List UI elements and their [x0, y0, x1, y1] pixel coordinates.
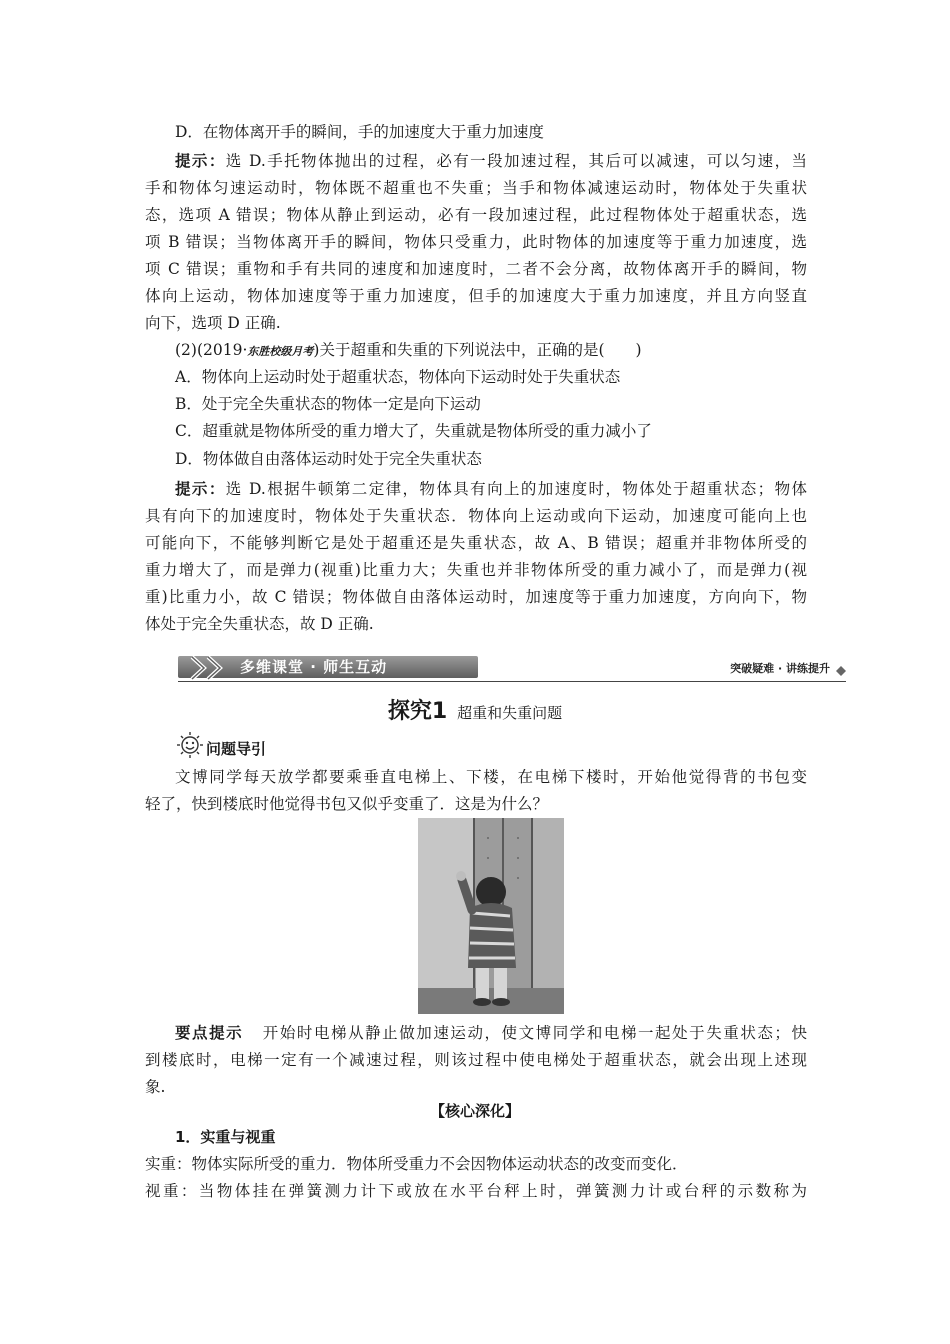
core-heading: 【核心深化】 — [429, 1102, 520, 1120]
q1-hint-line: 态，选项 A 错误；物体从静止到运动，必有一段加速过程，此过程物体处于超重状态，选 — [145, 206, 807, 224]
q1-hint-line: 向下，选项 D 正确. — [145, 314, 281, 332]
elevator-child-photo — [418, 818, 564, 1014]
q1-hint-line: 项 C 错误；重物和手有共同的速度和加速度时，二者不会分离，故物体离开手的瞬间，物 — [145, 260, 807, 278]
banner-rule — [178, 681, 846, 682]
q2-option-b: B．处于完全失重状态的物体一定是向下运动 — [175, 395, 481, 413]
q2-hint-line: 体处于完全失重状态，故 D 正确. — [145, 615, 374, 633]
explore-heading — [0, 694, 950, 725]
q2-hint-line: 具有向下的加速度时，物体处于失重状态．物体向上运动或向下运动，加速度可能向上也 — [145, 507, 807, 525]
key-point-line: 象. — [145, 1078, 166, 1096]
apparent-weight-text: 视重：当物体挂在弹簧测力计下或放在水平台秤上时，弹簧测力计或台秤的示数称为 — [145, 1182, 807, 1200]
q1-option-d: D．在物体离开手的瞬间，手的加速度大于重力加速度 — [175, 123, 544, 141]
key-point-line: 到楼底时，电梯一定有一个减速过程，则该过程中使电梯处于超重状态，就会出现上述现 — [145, 1051, 807, 1069]
real-weight-text: 实重：物体实际所受的重力．物体所受重力不会因物体运动状态的改变而变化． — [145, 1155, 688, 1173]
explore-title: 超重和失重问题 — [457, 704, 563, 722]
smiley-sun-icon — [176, 731, 204, 759]
q2-hint-line: 重力增大了，而是弹力(视重)比重力大；失重也并非物体所受的重力减小了，而是弹力(视 — [145, 561, 807, 579]
guide-line: 文博同学每天放学都要乘垂直电梯上、下楼，在电梯下楼时，开始他觉得背的书包变 — [175, 768, 807, 786]
hint-label: 提示： — [175, 480, 226, 498]
explore-number: 探究1 — [387, 699, 448, 724]
banner-title: 多维课堂 · 师生互动 — [240, 658, 388, 676]
q1-hint-line: 提示：选 D.手托物体抛出的过程，必有一段加速过程，其后可以减速，可以匀速，当 — [175, 152, 807, 170]
q2-option-c: C．超重就是物体所受的重力增大了，失重就是物体所受的重力减小了 — [175, 422, 652, 440]
q1-hint-line: 项 B 错误；当物体离开手的瞬间，物体只受重力，此时物体的加速度等于重力加速度，选 — [145, 233, 807, 251]
key-point-line: 要点提示 开始时电梯从静止做加速运动，使文博同学和电梯一起处于失重状态；快 — [175, 1024, 807, 1042]
q2-hint-line: 重)比重力小，故 C 错误；物体做自由落体运动时，加速度等于重力加速度，方向向下，物 — [145, 588, 807, 606]
q2-option-a: A．物体向上运动时处于超重状态，物体向下运动时处于失重状态 — [175, 368, 621, 386]
banner-subtitle: 突破疑难 · 讲练提升 — [730, 662, 830, 675]
guide-line: 轻了，快到楼底时他觉得书包又似乎变重了．这是为什么？ — [145, 795, 549, 813]
q2-source: 东胜校级月考 — [247, 345, 314, 358]
q2-hint-line: 可能向下，不能够判断它是处于超重还是失重状态，故 A、B 错误；超重并非物体所受的 — [145, 534, 807, 552]
hint-label: 提示： — [175, 152, 226, 170]
section-banner — [178, 652, 846, 682]
chevron-arrows-icon — [188, 654, 232, 682]
q2-hint-line: 提示：选 D.根据牛顿第二定律，物体具有向上的加速度时，物体处于超重状态；物体 — [175, 480, 807, 498]
q1-hint-line: 体向上运动，物体加速度等于重力加速度，但手的加速度大于重力加速度，并且方向竖直 — [145, 287, 807, 305]
q1-hint-line: 手和物体匀速运动时，物体既不超重也不失重；当手和物体减速运动时，物体处于失重状 — [145, 179, 807, 197]
core-item-title: 1．实重与视重 — [175, 1128, 276, 1146]
q2-option-d: D．物体做自由落体运动时处于完全失重状态 — [175, 450, 482, 468]
q2-stem: (2)(2019·东胜校级月考)关于超重和失重的下列说法中，正确的是( ) — [175, 341, 642, 359]
guide-label: 问题导引 — [206, 740, 267, 758]
key-point-label: 要点提示 — [175, 1024, 244, 1042]
diamond-icon — [836, 666, 846, 676]
